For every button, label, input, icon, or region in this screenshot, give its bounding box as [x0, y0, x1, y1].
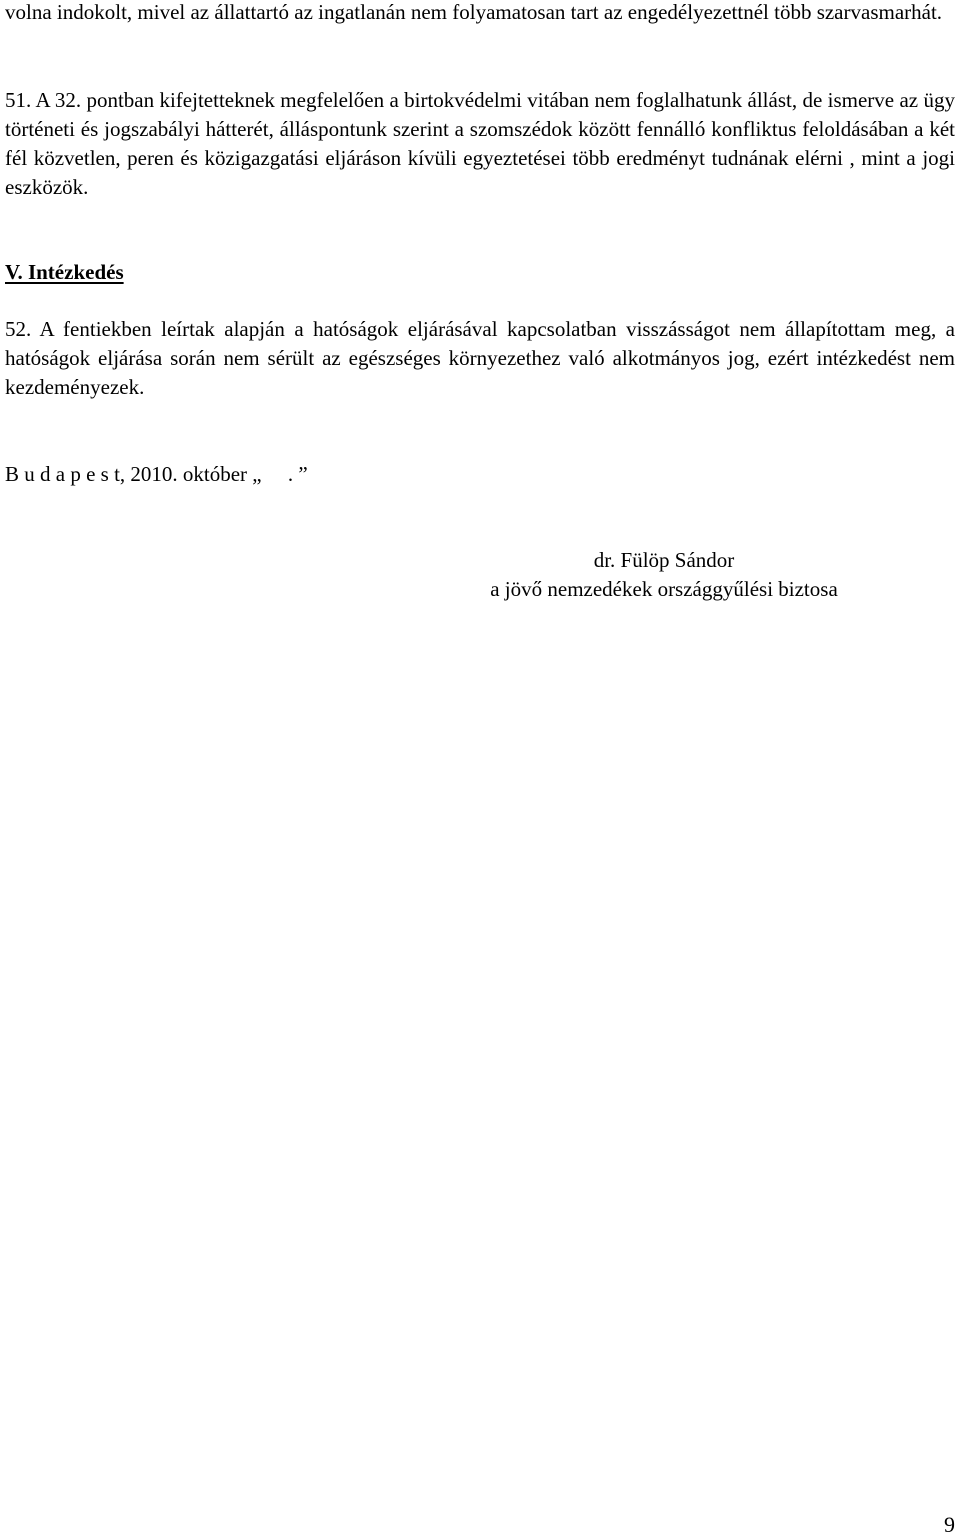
section-heading: V. Intézkedés [5, 260, 124, 284]
paragraph-continuation: volna indokolt, mivel az állattartó az ingatlanán nem folyamatosan tart az engedélyezettnél több szarvasmarhát. [5, 0, 943, 24]
signatory-name: dr. Fülöp Sándor [593, 548, 735, 572]
signature-block [455, 546, 873, 604]
paragraph-51: 51. A 32. pontban kifejtetteknek megfelelően a birtokvédelmi vitában nem foglalhatunk állást, de ismerve az ügy történeti és jogszabályi hátterét, álláspontunk szerint a szomszédok között fennálló konfliktus feloldásában a két fél közvetlen, peren és közigazgatási eljáráson kívüli egyeztetései több eredményt tudnának elérni , mint a jogi eszközök. [5, 88, 955, 199]
place-date-line: B u d a p e s t, 2010. október „ . ” [5, 462, 308, 486]
page-number: 9 [944, 1512, 955, 1537]
signatory-title: a jövő nemzedékek országgyűlési biztosa [490, 577, 838, 601]
paragraph-52: 52. A fentiekben leírtak alapján a hatóságok eljárásával kapcsolatban visszásságot nem állapítottam meg, a hatóságok eljárása során nem sérült az egészséges környezethez való alkotmányos jog, ezért intézkedést nem kezdeményezek. [5, 317, 955, 399]
